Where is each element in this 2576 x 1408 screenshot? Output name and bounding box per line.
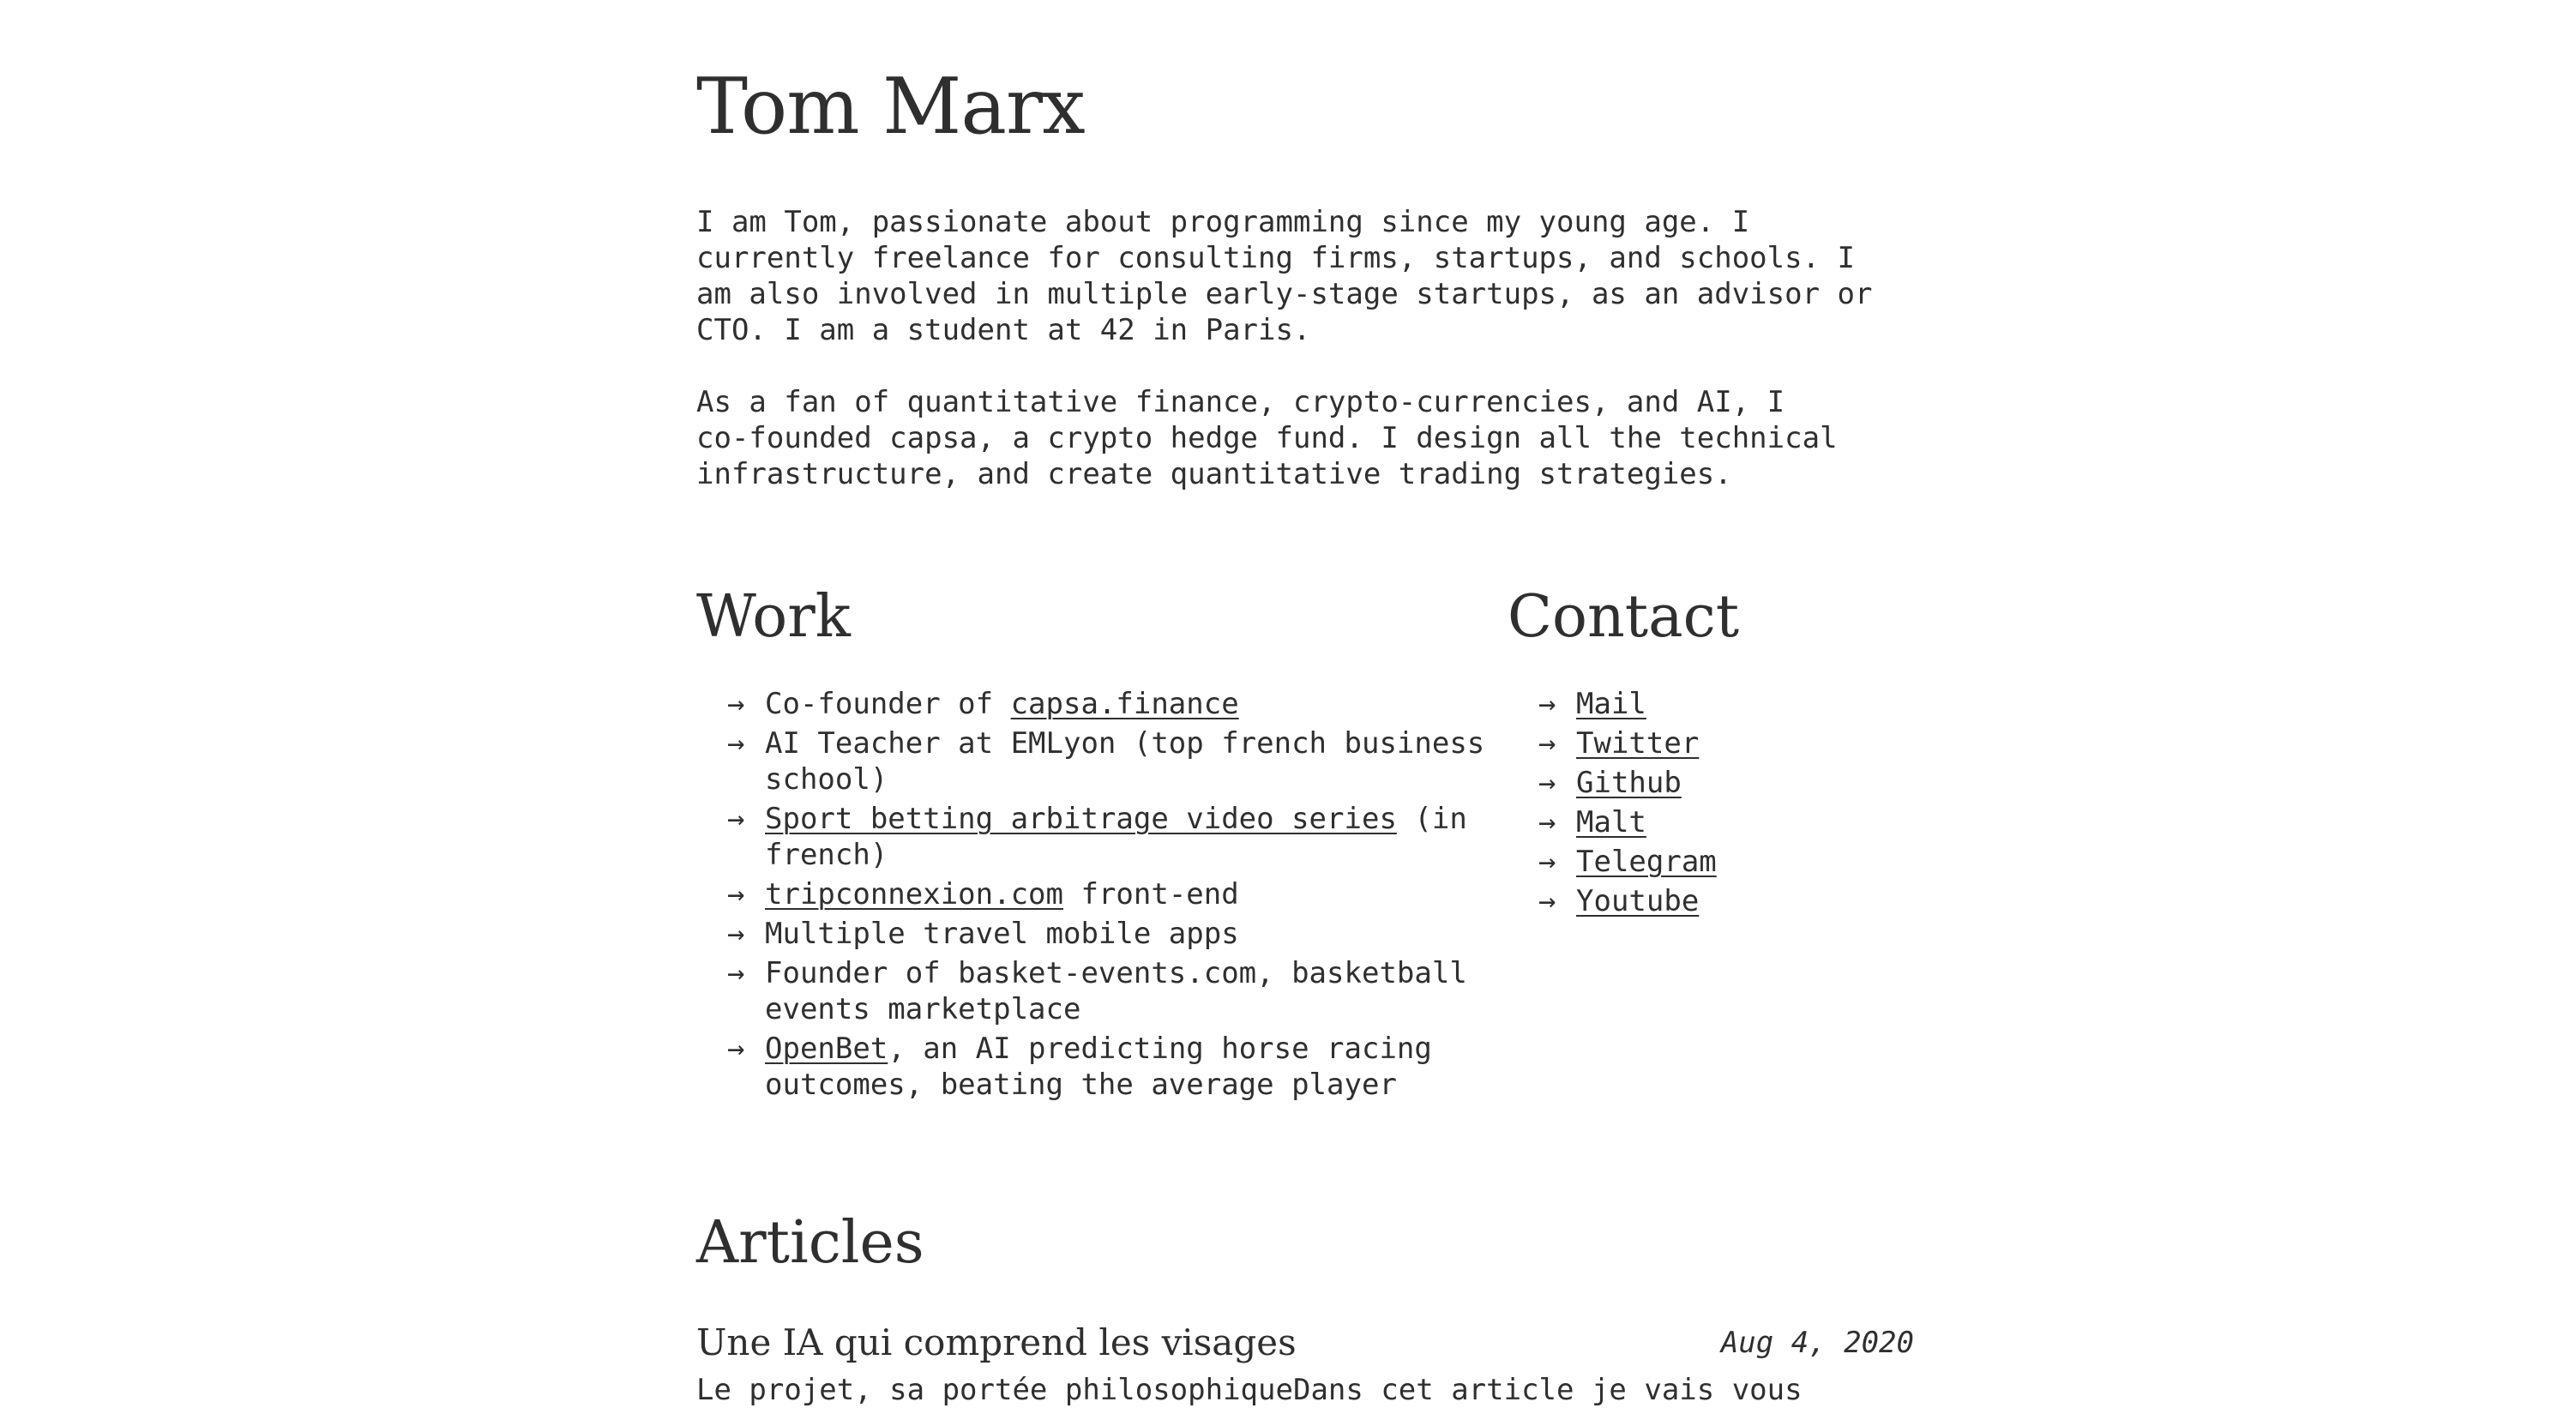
arrow-right-icon: → — [727, 802, 745, 836]
youtube-link[interactable]: Youtube — [1576, 884, 1700, 918]
page-title: Tom Marx — [696, 62, 1085, 152]
arrow-right-icon: → — [727, 877, 745, 912]
work-item-openbet — [696, 1031, 1485, 1103]
arrow-right-icon: → — [727, 1032, 745, 1066]
contact-item-malt — [1508, 804, 1911, 840]
telegram-link[interactable]: Telegram — [1576, 845, 1717, 879]
malt-link[interactable]: Malt — [1576, 805, 1646, 839]
article-title[interactable]: Une IA qui comprend les visages — [696, 1321, 1297, 1363]
work-item-text: Founder of basket-events.com, basketball events marketplace — [765, 956, 1467, 1026]
work-contact-columns — [696, 575, 1914, 1158]
contact-item-github — [1508, 765, 1911, 801]
article-excerpt: Le projet, sa portée philosophiqueDans cet article je vais vous — [696, 1373, 1803, 1407]
github-link[interactable]: Github — [1576, 766, 1682, 800]
arrow-right-icon: → — [1538, 884, 1556, 918]
twitter-link[interactable]: Twitter — [1576, 726, 1700, 761]
work-item-text: , an AI predicting horse racing outcomes, beating the average player — [765, 1032, 1432, 1102]
intro-paragraph-2: As a fan of quantitative finance, crypto-currencies, and AI, I co-founded capsa, a crypto hedge fund. I design all the technical infrastructure, and create quantitative trading strategies. — [696, 385, 1856, 491]
article-item[interactable] — [696, 1317, 1914, 1369]
work-item-text: Co-founder of — [765, 687, 1011, 721]
work-item-text: (in french) — [765, 802, 1467, 872]
work-item-text: front-end — [1063, 877, 1239, 912]
sport-betting-video-link[interactable]: Sport betting arbitrage video series — [765, 802, 1397, 836]
intro-paragraph-1: I am Tom, passionate about programming since my young age. I currently freelance for consulting firms, startups, and schools. I am also involved in multiple early-stage startups, as an advisor or CTO. I am a student at 42 in Paris. — [696, 205, 1890, 347]
openbet-link[interactable]: OpenBet — [765, 1032, 888, 1066]
capsa-finance-link[interactable]: capsa.finance — [1010, 687, 1239, 721]
contact-heading: Contact — [1508, 583, 1740, 651]
articles-section — [696, 1200, 1914, 1408]
work-item-emlyon — [696, 725, 1485, 797]
work-heading: Work — [696, 583, 851, 651]
arrow-right-icon: → — [1538, 726, 1556, 761]
work-item-tripconnexion — [696, 876, 1485, 912]
work-item-capsa — [696, 686, 1485, 722]
contact-list — [1508, 686, 1911, 919]
work-item-basket-events — [696, 955, 1485, 1027]
page-container — [696, 51, 1914, 1407]
contact-item-mail — [1508, 686, 1911, 722]
work-item-sport-betting — [696, 801, 1485, 873]
arrow-right-icon: → — [727, 917, 745, 951]
contact-item-twitter — [1508, 725, 1911, 761]
work-item-text: Multiple travel mobile apps — [765, 917, 1239, 951]
work-list — [696, 686, 1485, 1103]
arrow-right-icon: → — [727, 956, 745, 990]
articles-heading: Articles — [696, 1209, 924, 1277]
contact-item-youtube — [1508, 883, 1911, 919]
work-item-text: AI Teacher at EMLyon (top french business school) — [765, 726, 1485, 797]
arrow-right-icon: → — [1538, 845, 1556, 879]
work-item-travel-apps — [696, 916, 1485, 952]
tripconnexion-link[interactable]: tripconnexion.com — [765, 877, 1063, 912]
arrow-right-icon: → — [1538, 766, 1556, 800]
mail-link[interactable]: Mail — [1576, 687, 1646, 721]
article-date: Aug 4, 2020 — [1720, 1326, 1914, 1360]
arrow-right-icon: → — [727, 687, 745, 721]
arrow-right-icon: → — [727, 726, 745, 761]
arrow-right-icon: → — [1538, 687, 1556, 721]
arrow-right-icon: → — [1538, 805, 1556, 839]
work-section — [696, 575, 1485, 1106]
contact-section — [1508, 575, 1911, 923]
contact-item-telegram — [1508, 844, 1911, 880]
intro-section — [696, 204, 1914, 492]
